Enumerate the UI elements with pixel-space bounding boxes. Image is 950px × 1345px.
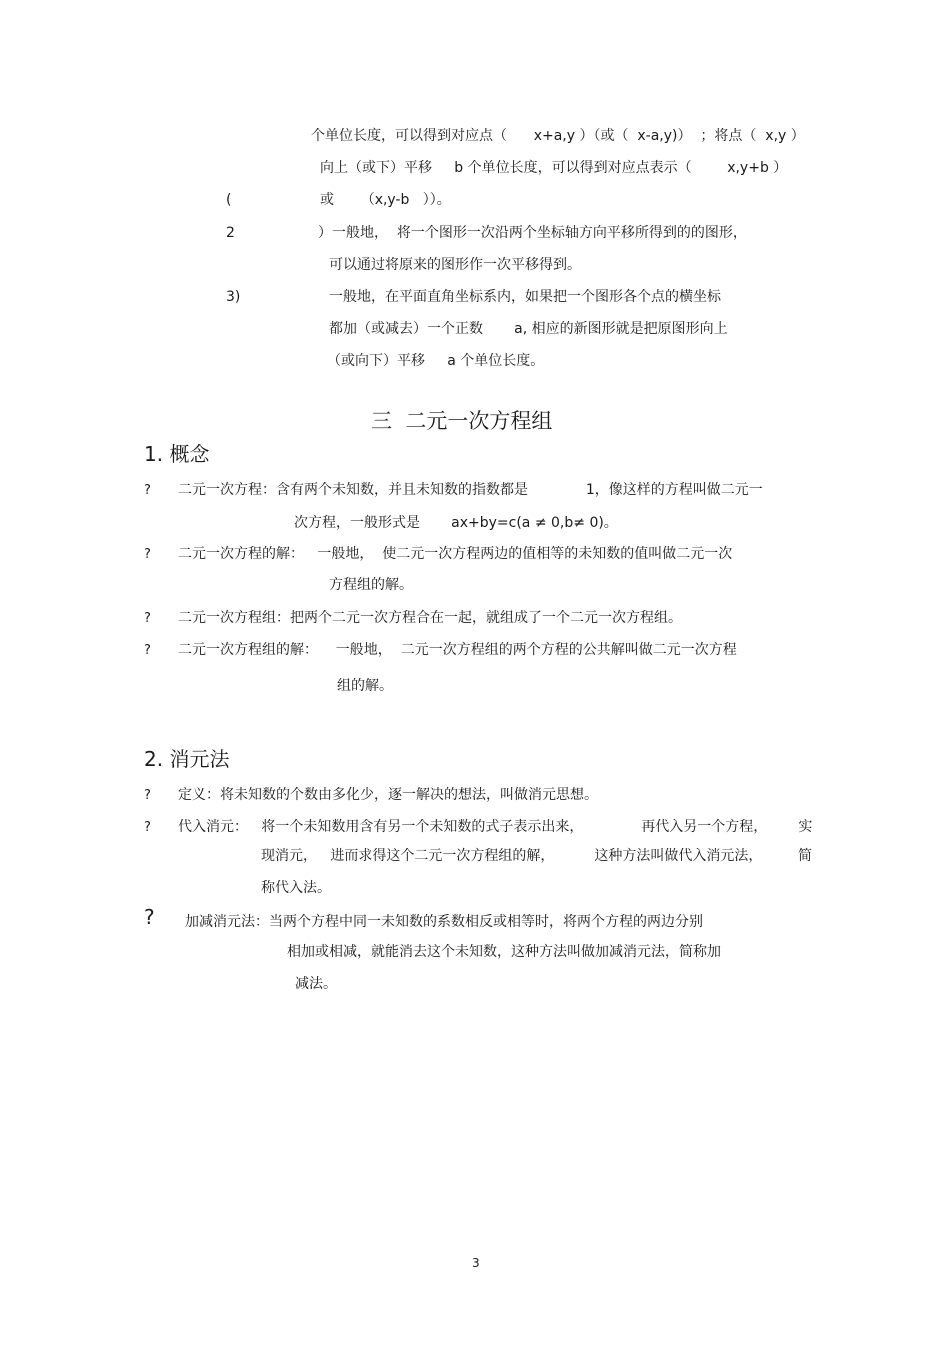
bullet-mark: ? bbox=[144, 483, 151, 498]
text-line: 向上（或下）平移 b 个单位长度，可以得到对应点表示（ x,y+b ） bbox=[320, 160, 788, 176]
text-line: 一般地，在平面直角坐标系内，如果把一个图形各个点的横坐标 bbox=[329, 289, 721, 305]
definition-line: 加减消元法：当两个方程中同一未知数的系数相反或相等时，将两个方程的两边分别 bbox=[185, 914, 703, 930]
definition-line: 称代入法。 bbox=[261, 880, 331, 896]
definition-line: 现消元， 进而求得这个二元一次方程组的解， 这种方法叫做代入消元法， 简 bbox=[261, 848, 813, 864]
heading-concept: 1. 概念 bbox=[144, 442, 210, 466]
definition-line: 代入消元： 将一个未知数用含有另一个未知数的式子表示出来， 再代入另一个方程， 实 bbox=[178, 819, 813, 835]
definition-line: 相加或相减，就能消去这个未知数，这种方法叫做加减消元法，简称加 bbox=[287, 944, 721, 960]
definition-line: 减法。 bbox=[295, 976, 337, 992]
bullet-mark: ? bbox=[144, 611, 151, 626]
bullet-mark: ? bbox=[144, 788, 151, 803]
paren-mark: ( bbox=[226, 192, 232, 208]
text-line: 可以通过将原来的图形作一次平移得到。 bbox=[329, 257, 581, 273]
text-line: 个单位长度，可以得到对应点（ x+a,y ）（或（ x-a,y)） ；将点（ x,y ） bbox=[311, 128, 805, 144]
text-line: ）一般地， 将一个图形一次沿两个坐标轴方向平移所得到的的图形， bbox=[318, 225, 747, 241]
definition-line: 次方程，一般形式是 ax+by=c(a ≠ 0,b≠ 0)。 bbox=[294, 515, 618, 531]
definition-line: 方程组的解。 bbox=[329, 577, 413, 593]
text-line: 都加（或减去）一个正数 a, 相应的新图形就是把原图形向上 bbox=[329, 321, 728, 337]
section-title: 三 二元一次方程组 bbox=[371, 409, 553, 433]
definition-line: 二元一次方程组的解： 一般地， 二元一次方程组的两个方程的公共解叫做二元一次方程 bbox=[178, 642, 737, 658]
bullet-mark: ? bbox=[144, 547, 151, 562]
definition-line: 定义：将未知数的个数由多化少，逐一解决的想法，叫做消元思想。 bbox=[178, 787, 598, 803]
definition-line: 二元一次方程的解： 一般地， 使二元一次方程两边的值相等的未知数的值叫做二元一次 bbox=[178, 546, 733, 562]
page-number: 3 bbox=[472, 1256, 480, 1270]
definition-line: 组的解。 bbox=[337, 678, 393, 694]
definition-line: 二元一次方程组：把两个二元一次方程合在一起，就组成了一个二元一次方程组。 bbox=[178, 610, 682, 626]
item-number: 3) bbox=[226, 289, 241, 305]
text-line: 或 （x,y-b ））。 bbox=[320, 192, 451, 208]
heading-elimination: 2. 消元法 bbox=[144, 747, 230, 771]
bullet-mark: ? bbox=[144, 643, 151, 658]
item-number: 2 bbox=[226, 225, 235, 241]
text-line: （或向下）平移 a 个单位长度。 bbox=[327, 353, 545, 369]
bullet-mark: ? bbox=[144, 820, 151, 835]
definition-line: 二元一次方程：含有两个未知数，并且未知数的指数都是 1，像这样的方程叫做二元一 bbox=[178, 482, 763, 498]
bullet-mark: ? bbox=[144, 905, 155, 929]
